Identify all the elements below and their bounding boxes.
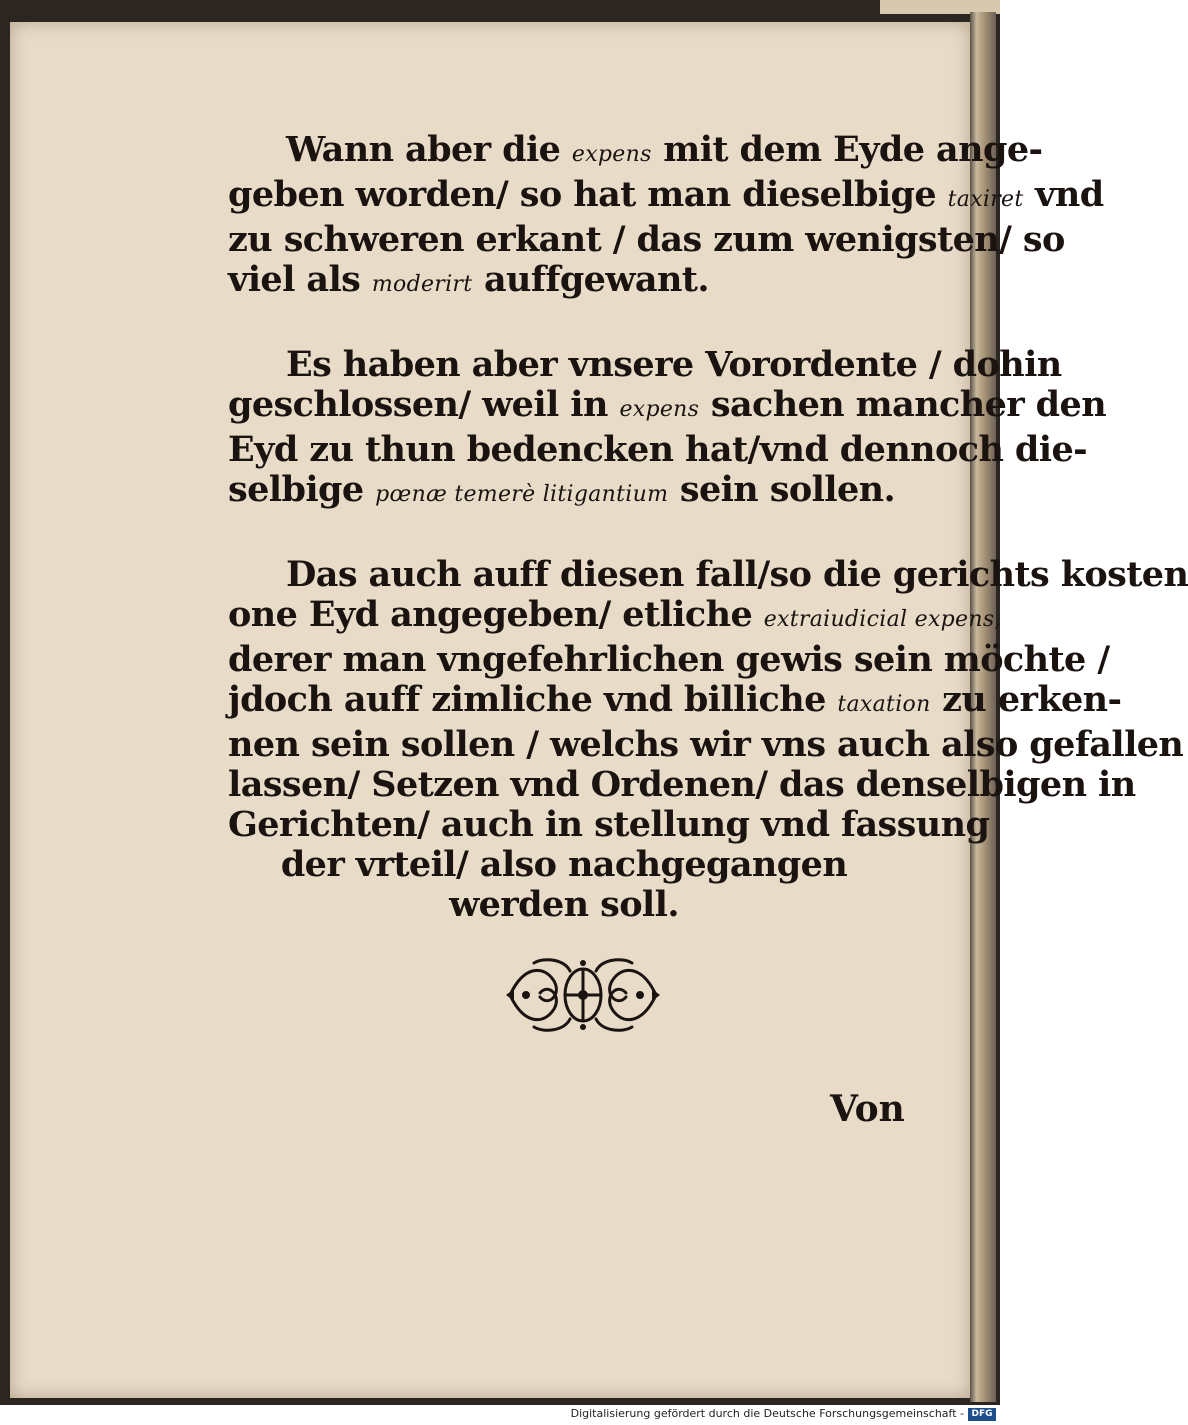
text-segment: der vrteil/ also nachgegangen bbox=[280, 844, 848, 885]
dfg-logo: DFG bbox=[968, 1408, 996, 1421]
page-text-block bbox=[228, 129, 1188, 965]
text-segment: viel als bbox=[228, 259, 372, 300]
text-line bbox=[228, 429, 1088, 470]
text-segment: lassen/ Setzen vnd Ordenen/ das denselbigen in bbox=[228, 764, 1136, 805]
text-line bbox=[228, 554, 1188, 595]
latin-term: expens bbox=[619, 397, 700, 422]
paragraph bbox=[228, 554, 1188, 925]
text-line bbox=[228, 845, 900, 885]
text-segment: selbige bbox=[228, 469, 376, 510]
latin-term: expens bbox=[571, 142, 652, 167]
footer-credit: Digitalisierung gefördert durch die Deutsche Forschungsgemeinschaft - bbox=[570, 1407, 964, 1420]
text-line bbox=[228, 639, 1110, 680]
text-segment: geben worden/ so hat man dieselbige bbox=[228, 174, 948, 215]
text-segment: geschlossen/ weil in bbox=[228, 384, 620, 425]
text-line bbox=[228, 804, 990, 845]
text-segment: auffgewant. bbox=[472, 259, 709, 300]
text-line bbox=[228, 724, 1184, 765]
text-line bbox=[228, 129, 1043, 175]
text-segment: nen sein sollen / welchs wir vns auch also gefallen bbox=[228, 724, 1184, 765]
text-line bbox=[228, 344, 1062, 385]
text-line bbox=[228, 885, 900, 925]
catchword: Von bbox=[830, 1088, 905, 1130]
latin-term: taxiret bbox=[947, 187, 1024, 212]
latin-term: extraiudicial expens, bbox=[763, 607, 1002, 632]
text-segment: sachen mancher den bbox=[699, 384, 1107, 425]
text-segment: Gerichten/ auch in stellung vnd fassung bbox=[228, 804, 990, 845]
text-line bbox=[228, 260, 900, 305]
text-line bbox=[228, 384, 1107, 430]
text-segment: sein sollen. bbox=[668, 469, 896, 510]
text-segment: Eyd zu thun bedencken hat/vnd dennoch die- bbox=[228, 429, 1088, 470]
text-segment: zu erken- bbox=[930, 679, 1122, 720]
text-line bbox=[228, 470, 900, 515]
text-segment: jdoch auff zimliche vnd billiche bbox=[228, 679, 838, 720]
text-segment: Es haben aber vnsere Vorordente / dohin bbox=[286, 344, 1062, 385]
text-segment: Wann aber die bbox=[286, 129, 572, 170]
text-line bbox=[228, 174, 1104, 220]
footer-bar bbox=[0, 1405, 1000, 1425]
text-segment: Das auch auff diesen fall/so die gerichts kosten bbox=[286, 554, 1188, 595]
fleuron-ornament-icon bbox=[504, 955, 662, 1035]
latin-term: taxation bbox=[837, 692, 931, 717]
text-segment: mit dem Eyde ange- bbox=[651, 129, 1043, 170]
paragraph bbox=[228, 129, 1104, 305]
paragraph bbox=[228, 344, 1107, 515]
text-line bbox=[228, 594, 1002, 640]
latin-term: moderirt bbox=[371, 272, 473, 297]
text-segment: derer man vngefehrlichen gewis sein möchte / bbox=[228, 639, 1110, 680]
latin-term: pœnæ temerè litigantium bbox=[375, 482, 669, 507]
text-segment: vnd bbox=[1023, 174, 1104, 215]
text-segment: one Eyd angegeben/ etliche bbox=[228, 594, 764, 635]
text-line bbox=[228, 679, 1122, 725]
text-line bbox=[228, 219, 1065, 260]
text-segment: zu schweren erkant / das zum wenigsten/ so bbox=[228, 219, 1065, 260]
text-line bbox=[228, 764, 1136, 805]
text-segment: werden soll. bbox=[449, 884, 679, 925]
